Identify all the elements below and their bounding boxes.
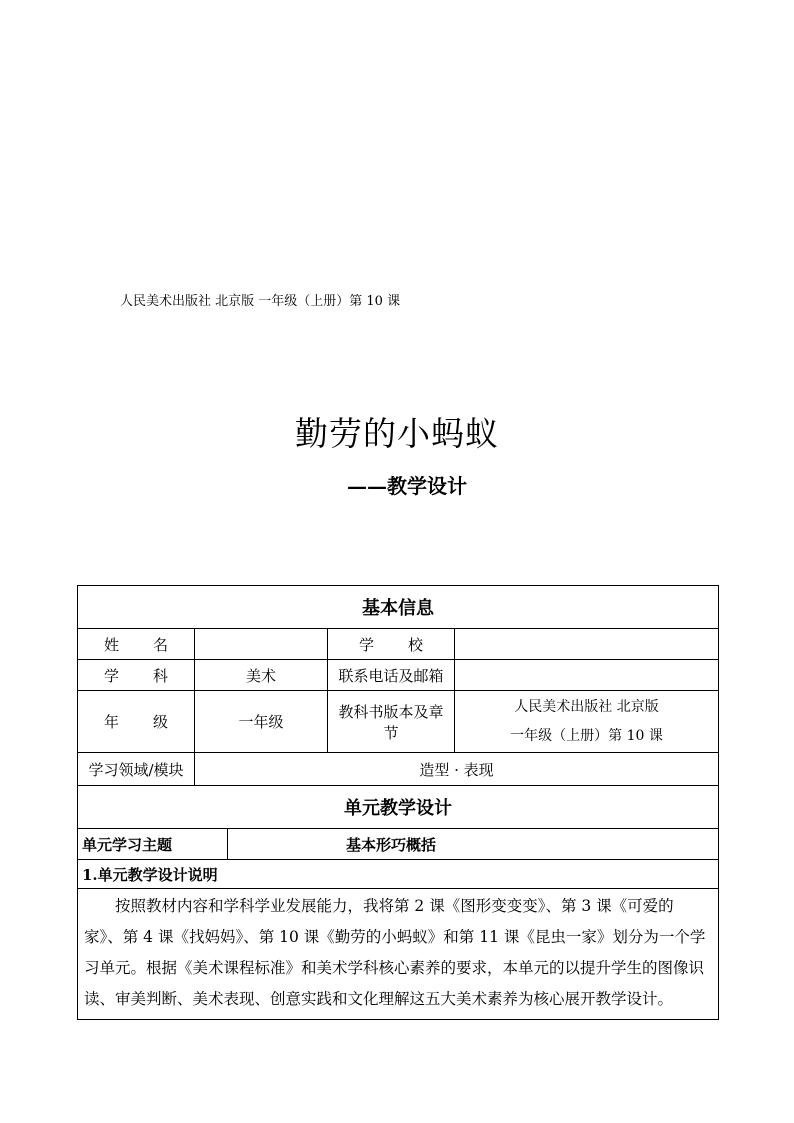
table-row: [78, 753, 719, 786]
unit-desc-heading: 1.单元教学设计说明: [78, 860, 719, 889]
basic-info-heading: 基本信息: [78, 586, 719, 629]
textbook-value-line2: 一年级（上册）第 10 课: [510, 727, 663, 744]
name-label: 姓 名: [78, 629, 195, 660]
school-label: 学 校: [328, 629, 455, 660]
unit-theme-label: 单元学习主题: [78, 829, 228, 860]
document-header: 人民美术出版社 北京版 一年级（上册）第 10 课: [120, 294, 401, 309]
grade-value: 一年级: [195, 691, 328, 753]
unit-design-heading: 单元教学设计: [78, 786, 719, 829]
document-subtitle: ——教学设计: [347, 474, 467, 498]
school-value: [455, 629, 719, 660]
table-row: [78, 829, 719, 860]
info-table-container: [77, 585, 718, 1020]
textbook-label: 教科书版本及章节: [328, 691, 455, 753]
table-row: [78, 691, 719, 753]
subject-value: 美术: [195, 660, 328, 691]
unit-theme-value: 基本形巧概括: [228, 829, 719, 860]
name-value: [195, 629, 328, 660]
domain-value: 造型 · 表现: [195, 753, 719, 786]
unit-desc-text: 按照教材内容和学科学业发展能力，我将第 2 课《图形变变变》、第 3 课《可爱的家》、第 4 课《找妈妈》、第 10 课《勤劳的小蚂蚁》和第 11 课《昆虫一家》划分为一个学习单元。根据《美术课程标准》和美术学科核心素养的要求，本单元的以提升学生的图像识读、审美判断、美术表现、创意实践和文化理解这五大美术素养为核心展开教学设计。: [78, 889, 719, 1020]
info-table: [77, 585, 719, 1020]
grade-label: 年 级: [78, 691, 195, 753]
contact-value: [455, 660, 719, 691]
subject-label: 学 科: [78, 660, 195, 691]
table-row: [78, 629, 719, 660]
textbook-value: [455, 691, 719, 753]
textbook-value-line1: 人民美术出版社 北京版: [514, 698, 659, 715]
document-title: 勤劳的小蚂蚁: [295, 414, 499, 453]
domain-label: 学习领域/模块: [78, 753, 195, 786]
table-row: [78, 660, 719, 691]
contact-label: 联系电话及邮箱: [328, 660, 455, 691]
